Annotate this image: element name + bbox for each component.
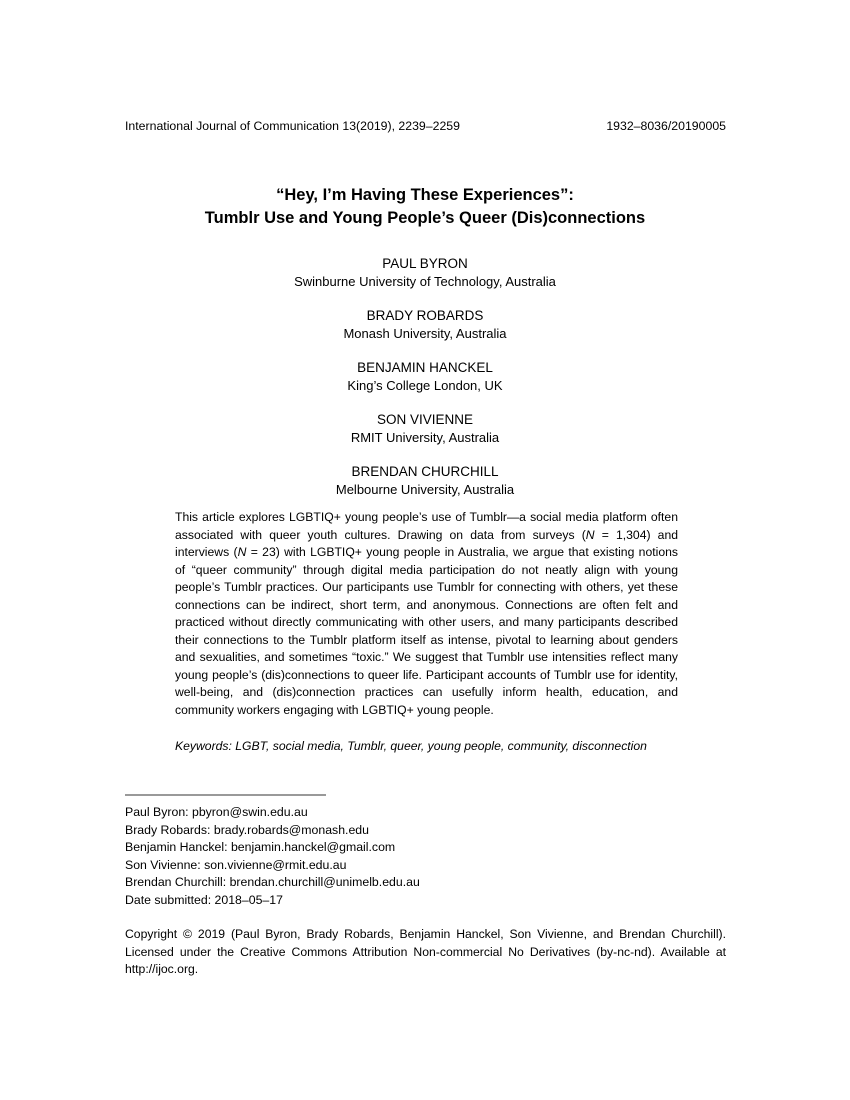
author-affiliation: Swinburne University of Technology, Australia — [294, 274, 556, 289]
author-affiliation: RMIT University, Australia — [350, 430, 500, 445]
paper-title-line2: Tumblr Use and Young People’s Queer (Dis)connections — [204, 209, 646, 227]
abstract-segment: = 23) with LGBTIQ+ young people in Australia, we argue that existing notions of “queer community” through digital media participation do not neatly align with young people’s Tumblr practices. Our participants use Tumblr for connecting with others, yet these connections can be indirect, short term, and anonymous. Connections are often felt and practiced without directly communicating with other users, and many participants described their connections to the Tumblr platform itself as intense, pivotal to learning about genders and sexualities, and sometimes “toxic.” We suggest that Tumblr use intensities reflect many young people’s (dis)connections to queer life. Participant accounts of Tumblr use for identity, well-being, and (dis)connection practices can usefully inform health, education, and community workers engaging with LGBTIQ+ young people. — [175, 545, 678, 717]
author-name: SON VIVIENNE — [376, 412, 474, 427]
abstract-segment-italic-n: N — [237, 545, 247, 559]
copyright-notice: Copyright © 2019 (Paul Byron, Brady Robards, Benjamin Hanckel, Son Vivienne, and Brendan Churchill). Licensed under the Creative Commons Attribution Non-commercial No Derivatives (by-nc-nd). Available at http://ijoc.org. — [125, 927, 726, 977]
footnote-date-submitted: Date submitted: 2018–05–17 — [125, 892, 283, 907]
journal-citation: International Journal of Communication 13(2019), 2239–2259 — [125, 119, 460, 133]
footnote-paul-byron-email: Paul Byron: pbyron@swin.edu.au — [125, 805, 308, 819]
author-block — [0, 463, 850, 499]
footnote-son-vivienne-email: Son Vivienne: son.vivienne@rmit.edu.au — [125, 857, 347, 872]
abstract-section — [175, 509, 678, 756]
abstract-text — [175, 509, 678, 719]
abstract-segment-italic-n: N — [585, 527, 595, 542]
keywords-line: Keywords: LGBT, social media, Tumblr, queer, young people, community, disconnection — [175, 739, 647, 753]
footnote-benjamin-hanckel-email: Benjamin Hanckel: benjamin.hanckel@gmail.com — [125, 840, 396, 855]
author-block — [0, 411, 850, 447]
footnotes-section — [125, 804, 726, 910]
author-block — [0, 255, 850, 291]
page-header — [125, 119, 726, 134]
paper-title-line1: “Hey, I’m Having These Experiences”: — [276, 186, 574, 204]
author-affiliation: Monash University, Australia — [343, 326, 507, 341]
paper-title — [0, 184, 850, 230]
footnote-brendan-churchill-email: Brendan Churchill: brendan.churchill@unimelb.edu.au — [125, 875, 420, 890]
abstract-segment: = 1,304) and interviews ( — [175, 527, 678, 559]
author-affiliation: Melbourne University, Australia — [335, 482, 515, 497]
author-block — [0, 307, 850, 343]
author-list — [0, 255, 850, 515]
abstract-segment: This article explores LGBTIQ+ young people’s use of Tumblr—a social media platform often associated with queer youth cultures. Drawing on data from surveys ( — [175, 510, 678, 542]
author-name: BRENDAN CHURCHILL — [351, 464, 499, 479]
issn-article-number: 1932–8036/20190005 — [606, 119, 726, 133]
author-affiliation: King’s College London, UK — [347, 378, 503, 393]
author-name: BENJAMIN HANCKEL — [357, 360, 493, 375]
footnote-brady-robards-email: Brady Robards: brady.robards@monash.edu — [125, 822, 369, 837]
footnote-divider — [125, 794, 326, 796]
author-name: BRADY ROBARDS — [366, 308, 484, 323]
author-name: PAUL BYRON — [382, 256, 468, 271]
author-block — [0, 359, 850, 395]
